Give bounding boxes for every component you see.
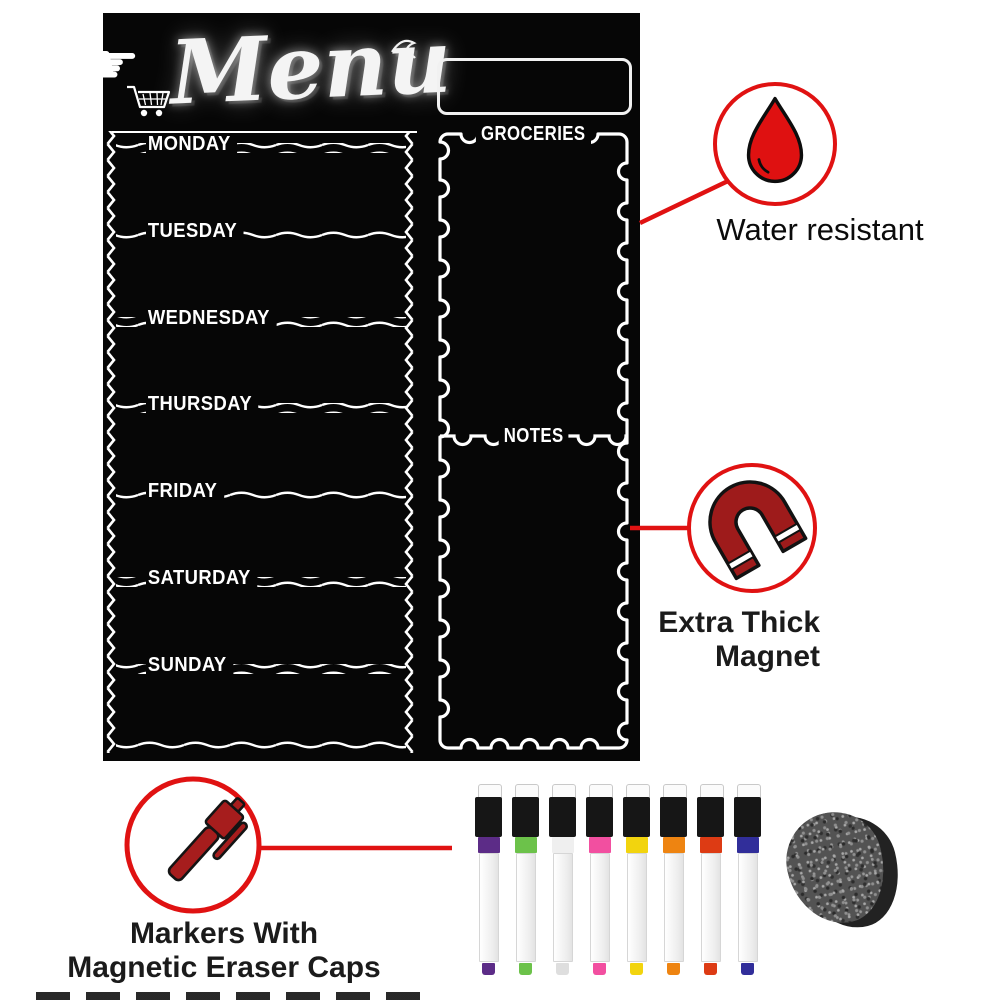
marker-eraser-pad <box>697 797 724 837</box>
marker-barrel <box>701 853 721 962</box>
marker-tip <box>667 963 680 975</box>
marker-eraser-pad <box>549 797 576 837</box>
marker-tip <box>519 963 532 975</box>
day-label-saturday: SATURDAY <box>146 567 257 589</box>
marker-barrel <box>553 853 573 962</box>
day-label-tuesday: TUESDAY <box>146 220 244 242</box>
water-callout-label: Water resistant <box>716 212 924 247</box>
marker-tip <box>593 963 606 975</box>
marker-pen-pink <box>585 784 615 976</box>
marker-barrel <box>516 853 536 962</box>
marker-tip <box>482 963 495 975</box>
marker-barrel <box>738 853 758 962</box>
marker-eraser-pad <box>734 797 761 837</box>
day-label-friday: FRIDAY <box>146 480 224 502</box>
marker-collar <box>478 837 500 853</box>
marker-collar <box>626 837 648 853</box>
day-column-right-zigzag <box>404 131 417 753</box>
marker-tip <box>556 963 569 975</box>
marker-pen-red <box>696 784 726 976</box>
marker-eraser-pad <box>623 797 650 837</box>
marker-pen-green <box>511 784 541 976</box>
marker-eraser-pad <box>660 797 687 837</box>
day-column-left-zigzag <box>106 131 119 753</box>
day-label-thursday: THURSDAY <box>146 393 258 415</box>
groceries-section-label: GROCERIES <box>440 123 627 145</box>
marker-collar <box>737 837 759 853</box>
day-label-monday: MONDAY <box>146 133 237 155</box>
day-label-sunday: SUNDAY <box>146 654 233 676</box>
marker-barrel <box>479 853 499 962</box>
markers-row <box>474 784 766 979</box>
marker-eraser-pad <box>475 797 502 837</box>
marker-pen-purple <box>474 784 504 976</box>
notes-section-label: NOTES <box>440 425 627 447</box>
marker-barrel <box>590 853 610 962</box>
marker-barrel <box>664 853 684 962</box>
cropped-caption-text <box>36 992 428 1000</box>
marker-barrel <box>627 853 647 962</box>
markers-callout-label: Markers With Magnetic Eraser Caps <box>67 917 381 984</box>
marker-collar <box>589 837 611 853</box>
marker-pen-navy-blue <box>733 784 763 976</box>
marker-collar <box>552 837 574 853</box>
marker-pen-orange <box>659 784 689 976</box>
board-title: Menu <box>167 8 454 125</box>
marker-eraser-pad <box>586 797 613 837</box>
magnet-callout-label: Extra Thick Magnet <box>658 606 820 673</box>
marker-collar <box>515 837 537 853</box>
marker-tip <box>704 963 717 975</box>
marker-tip <box>630 963 643 975</box>
marker-collar <box>700 837 722 853</box>
marker-collar <box>663 837 685 853</box>
day-label-wednesday: WEDNESDAY <box>146 307 276 329</box>
marker-eraser-pad <box>512 797 539 837</box>
marker-pen-yellow <box>622 784 652 976</box>
marker-pen-black <box>548 784 578 976</box>
pointing-hand-icon: ☛ <box>88 30 140 98</box>
name-box <box>437 58 632 115</box>
marker-tip <box>741 963 754 975</box>
